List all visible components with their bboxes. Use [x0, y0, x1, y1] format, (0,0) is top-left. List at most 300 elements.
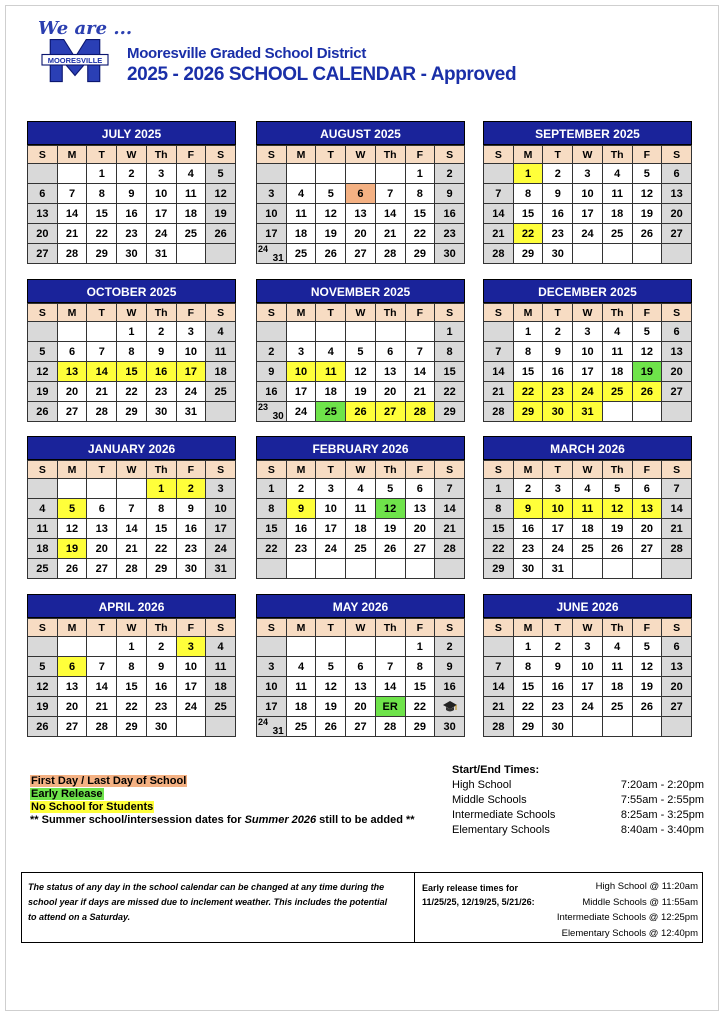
weekday-header: F — [632, 146, 662, 164]
day-cell — [662, 244, 692, 264]
month-calendar — [483, 436, 692, 579]
weekday-header: F — [405, 146, 435, 164]
day-cell: 31 — [573, 402, 603, 422]
day-cell: 21 — [117, 539, 147, 559]
day-cell: 10 — [573, 342, 603, 362]
weekday-header: T — [316, 461, 346, 479]
weekday-header: S — [435, 146, 465, 164]
day-cell: 9 — [435, 184, 465, 204]
day-cell: 15 — [513, 677, 543, 697]
day-cell: 6 — [57, 657, 87, 677]
day-cell: 10 — [257, 677, 287, 697]
day-cell: 20 — [375, 382, 405, 402]
day-cell: 14 — [375, 204, 405, 224]
day-cell: 9 — [543, 184, 573, 204]
weekday-header: F — [176, 146, 206, 164]
day-cell: 22 — [405, 697, 435, 717]
day-cell: 17 — [257, 697, 287, 717]
month-calendar — [483, 121, 692, 264]
day-cell: 25 — [176, 224, 206, 244]
day-cell: 16 — [543, 362, 573, 382]
day-cell: 9 — [146, 342, 176, 362]
day-cell: 9 — [286, 499, 316, 519]
day-cell: 11 — [346, 499, 376, 519]
day-cell: 27 — [375, 402, 405, 422]
weekday-header: F — [405, 619, 435, 637]
day-cell: 20 — [632, 519, 662, 539]
day-cell: 7 — [375, 184, 405, 204]
day-cell: 13 — [662, 184, 692, 204]
day-cell: 30 — [435, 244, 465, 264]
day-cell: 21 — [375, 224, 405, 244]
day-cell — [28, 322, 58, 342]
day-cell: 18 — [602, 204, 632, 224]
day-cell: 10 — [176, 657, 206, 677]
weekday-header: T — [316, 146, 346, 164]
day-cell: 29 — [484, 559, 514, 579]
day-cell — [602, 402, 632, 422]
weekday-header: Th — [375, 146, 405, 164]
day-cell: 1 — [117, 637, 147, 657]
day-cell: 24 — [543, 539, 573, 559]
day-cell: 9 — [117, 184, 147, 204]
day-cell: 17 — [176, 362, 206, 382]
day-cell: 21 — [484, 224, 514, 244]
day-cell: 1 — [484, 479, 514, 499]
day-cell: 22 — [513, 382, 543, 402]
month-calendar — [27, 121, 236, 264]
times-row: Intermediate Schools 8:25am - 3:25pm — [452, 809, 704, 821]
day-cell: 18 — [316, 382, 346, 402]
day-cell: 24 — [176, 382, 206, 402]
day-cell — [346, 559, 376, 579]
weekday-header: Th — [375, 304, 405, 322]
month-title: JANUARY 2026 — [27, 436, 236, 460]
weekday-header: W — [117, 619, 147, 637]
day-cell: 5 — [632, 164, 662, 184]
day-cell: 29 — [117, 717, 147, 737]
day-cell: 24 — [573, 224, 603, 244]
day-cell: 8 — [117, 342, 147, 362]
weekday-header: S — [484, 619, 514, 637]
day-cell — [346, 322, 376, 342]
weekday-header: M — [513, 461, 543, 479]
day-cell: 7 — [87, 342, 117, 362]
day-cell: 8 — [257, 499, 287, 519]
month-calendar — [483, 594, 692, 737]
day-cell: 11 — [176, 184, 206, 204]
notes-box — [21, 872, 703, 943]
weekday-header: Th — [146, 461, 176, 479]
day-cell: 28 — [87, 402, 117, 422]
day-cell: 4 — [346, 479, 376, 499]
day-cell: 22 — [513, 697, 543, 717]
day-cell: 26 — [602, 539, 632, 559]
day-cell: 30 — [117, 244, 147, 264]
day-cell: 11 — [206, 657, 236, 677]
day-cell: 24 — [176, 697, 206, 717]
day-cell: 7 — [484, 184, 514, 204]
day-cell: 14 — [662, 499, 692, 519]
day-cell — [484, 164, 514, 184]
day-cell: 12 — [346, 362, 376, 382]
day-cell: 8 — [117, 657, 147, 677]
divider — [414, 873, 415, 942]
day-cell: 20 — [662, 677, 692, 697]
day-cell — [375, 559, 405, 579]
month-title: MARCH 2026 — [483, 436, 692, 460]
day-cell: 19 — [632, 677, 662, 697]
day-cell: 16 — [146, 677, 176, 697]
day-cell — [632, 402, 662, 422]
day-cell: 22 — [146, 539, 176, 559]
day-cell — [484, 322, 514, 342]
day-cell: 10 — [316, 499, 346, 519]
day-cell: 14 — [435, 499, 465, 519]
day-cell: 6 — [346, 657, 376, 677]
day-cell: 14 — [87, 362, 117, 382]
day-cell: 16 — [176, 519, 206, 539]
day-cell: 22 — [484, 539, 514, 559]
day-cell: 25 — [602, 697, 632, 717]
month-title: NOVEMBER 2025 — [256, 279, 465, 303]
day-cell — [286, 164, 316, 184]
day-cell: 4 — [286, 184, 316, 204]
day-cell — [206, 244, 236, 264]
day-cell: 12 — [632, 342, 662, 362]
day-cell: 29 — [146, 559, 176, 579]
month-calendar — [27, 436, 236, 579]
day-cell — [316, 637, 346, 657]
weekday-header: T — [87, 304, 117, 322]
day-cell: 23 — [435, 224, 465, 244]
day-cell: 18 — [346, 519, 376, 539]
day-cell: 25 — [286, 717, 316, 737]
day-cell: 1 — [117, 322, 147, 342]
day-cell: 18 — [602, 362, 632, 382]
day-cell: 8 — [513, 184, 543, 204]
day-cell: 25 — [346, 539, 376, 559]
weekday-header: T — [543, 304, 573, 322]
weekday-header: Th — [375, 619, 405, 637]
day-cell: 20 — [28, 224, 58, 244]
mooresville-m-logo — [30, 38, 120, 98]
day-cell: 15 — [146, 519, 176, 539]
day-cell: 20 — [405, 519, 435, 539]
day-cell: 5 — [28, 342, 58, 362]
day-cell: 14 — [405, 362, 435, 382]
day-cell: 15 — [117, 362, 147, 382]
day-cell: 24 — [573, 382, 603, 402]
day-cell: 19 — [28, 382, 58, 402]
weekday-header: S — [435, 461, 465, 479]
weekday-header: S — [28, 304, 58, 322]
weekday-header: F — [176, 619, 206, 637]
day-cell: 16 — [543, 204, 573, 224]
day-cell: 25 — [602, 224, 632, 244]
day-cell: 15 — [435, 362, 465, 382]
day-cell: 4 — [286, 657, 316, 677]
day-cell — [435, 559, 465, 579]
day-cell: 27 — [405, 539, 435, 559]
day-cell: 7 — [405, 342, 435, 362]
day-cell: 6 — [662, 637, 692, 657]
summer-note: ** Summer school/intersession dates for Summer 2026 still to be added ** — [30, 814, 415, 826]
weekday-header: W — [117, 304, 147, 322]
day-cell — [602, 244, 632, 264]
day-cell: 15 — [405, 677, 435, 697]
weekday-header: W — [117, 146, 147, 164]
day-cell: 1 — [146, 479, 176, 499]
day-cell: 21 — [405, 382, 435, 402]
day-cell: 23 — [286, 539, 316, 559]
day-cell: 29 — [405, 244, 435, 264]
day-cell: 11 — [286, 204, 316, 224]
day-cell: 8 — [146, 499, 176, 519]
day-cell: 31 — [543, 559, 573, 579]
weekday-header: Th — [375, 461, 405, 479]
weekday-header: M — [286, 619, 316, 637]
day-cell: 6 — [662, 164, 692, 184]
day-cell: 1 — [513, 637, 543, 657]
day-cell: 3 — [257, 657, 287, 677]
day-cell: 28 — [375, 717, 405, 737]
day-cell: 27 — [28, 244, 58, 264]
day-cell: 20 — [87, 539, 117, 559]
day-cell — [405, 559, 435, 579]
weekday-header: W — [346, 304, 376, 322]
day-cell: 22 — [87, 224, 117, 244]
day-cell — [206, 402, 236, 422]
day-cell: 21 — [87, 697, 117, 717]
day-cell: 13 — [662, 657, 692, 677]
day-cell — [57, 164, 87, 184]
day-cell: 12 — [57, 519, 87, 539]
day-cell: 16 — [543, 677, 573, 697]
day-cell: 24 — [286, 402, 316, 422]
month-calendar — [256, 121, 465, 264]
day-cell: 11 — [316, 362, 346, 382]
weather-note: The status of any day in the school calendar can be changed at any time during the school year if days are missed due to inclement weather. This includes the potential to attend on a Saturday. — [28, 882, 388, 922]
day-cell: 5 — [375, 479, 405, 499]
day-cell: 26 — [632, 382, 662, 402]
day-cell — [57, 322, 87, 342]
day-cell: 16 — [513, 519, 543, 539]
day-cell: 13 — [346, 677, 376, 697]
day-cell: 29 — [87, 244, 117, 264]
day-cell: 15 — [484, 519, 514, 539]
day-cell — [573, 717, 603, 737]
day-cell: 29 — [513, 244, 543, 264]
day-cell: 28 — [87, 717, 117, 737]
weekday-header: S — [257, 461, 287, 479]
day-cell — [573, 559, 603, 579]
day-cell — [632, 559, 662, 579]
weekday-header: S — [206, 619, 236, 637]
day-cell: 4 — [602, 637, 632, 657]
day-cell: 10 — [543, 499, 573, 519]
day-cell: 28 — [405, 402, 435, 422]
day-cell: 12 — [28, 362, 58, 382]
weekday-header: F — [176, 461, 206, 479]
day-cell: 3 — [573, 164, 603, 184]
day-cell — [257, 322, 287, 342]
weekday-header: T — [543, 619, 573, 637]
day-cell: 28 — [662, 539, 692, 559]
day-cell: 31 — [146, 244, 176, 264]
weekday-header: M — [513, 146, 543, 164]
day-cell: 9 — [543, 657, 573, 677]
combined-day-cell: 24 31 — [257, 244, 287, 264]
weekday-header: Th — [602, 461, 632, 479]
day-cell: 1 — [513, 322, 543, 342]
day-cell: 2 — [435, 164, 465, 184]
day-cell — [286, 559, 316, 579]
legend-early-release: Early Release — [31, 788, 103, 800]
month-title: MAY 2026 — [256, 594, 465, 618]
day-cell: 12 — [316, 677, 346, 697]
day-cell: 27 — [662, 224, 692, 244]
day-cell: 27 — [662, 382, 692, 402]
day-cell: 7 — [117, 499, 147, 519]
day-cell — [632, 717, 662, 737]
day-cell: 28 — [484, 244, 514, 264]
day-cell: 25 — [206, 697, 236, 717]
day-cell: 7 — [375, 657, 405, 677]
month-calendar — [256, 279, 465, 422]
day-cell: 8 — [405, 657, 435, 677]
day-cell: 30 — [146, 717, 176, 737]
weekday-header: F — [176, 304, 206, 322]
day-cell — [602, 717, 632, 737]
day-cell — [87, 637, 117, 657]
day-cell: 23 — [543, 697, 573, 717]
day-cell: 25 — [286, 244, 316, 264]
weekday-header: Th — [602, 619, 632, 637]
day-cell — [28, 164, 58, 184]
day-cell: 1 — [405, 637, 435, 657]
day-cell: 4 — [206, 637, 236, 657]
day-cell: 7 — [87, 657, 117, 677]
weekday-header: M — [513, 619, 543, 637]
day-cell: 29 — [513, 717, 543, 737]
weekday-header: S — [257, 146, 287, 164]
weekday-header: T — [543, 146, 573, 164]
day-cell: 7 — [662, 479, 692, 499]
day-cell: 6 — [28, 184, 58, 204]
day-cell: 23 — [176, 539, 206, 559]
day-cell: 22 — [257, 539, 287, 559]
day-cell: 28 — [484, 717, 514, 737]
weekday-header: M — [57, 304, 87, 322]
day-cell: 18 — [176, 204, 206, 224]
day-cell: 3 — [286, 342, 316, 362]
day-cell: 13 — [57, 362, 87, 382]
day-cell — [484, 637, 514, 657]
day-cell: 8 — [405, 184, 435, 204]
day-cell: 4 — [28, 499, 58, 519]
day-cell: 18 — [602, 677, 632, 697]
day-cell: 19 — [206, 204, 236, 224]
day-cell: 5 — [28, 657, 58, 677]
day-cell — [316, 559, 346, 579]
month-title: SEPTEMBER 2025 — [483, 121, 692, 145]
day-cell: 4 — [602, 164, 632, 184]
day-cell — [286, 637, 316, 657]
day-cell: 10 — [206, 499, 236, 519]
day-cell: 5 — [602, 479, 632, 499]
day-cell: 2 — [543, 637, 573, 657]
day-cell: 23 — [543, 224, 573, 244]
day-cell: 27 — [662, 697, 692, 717]
weekday-header: T — [87, 461, 117, 479]
day-cell: 10 — [257, 204, 287, 224]
legend — [30, 775, 415, 827]
day-cell: 18 — [286, 224, 316, 244]
day-cell: 9 — [513, 499, 543, 519]
day-cell: 18 — [206, 362, 236, 382]
month-title: JULY 2025 — [27, 121, 236, 145]
times-row: High School 7:20am - 2:20pm — [452, 779, 704, 791]
weekday-header: Th — [602, 146, 632, 164]
day-cell: 14 — [484, 362, 514, 382]
day-cell: 9 — [146, 657, 176, 677]
weekday-header: S — [28, 146, 58, 164]
day-cell: 5 — [632, 637, 662, 657]
day-cell: 5 — [206, 164, 236, 184]
day-cell: 9 — [257, 362, 287, 382]
day-cell — [632, 244, 662, 264]
day-cell: 25 — [316, 402, 346, 422]
weekday-header: W — [573, 146, 603, 164]
day-cell: 18 — [206, 677, 236, 697]
day-cell: 15 — [117, 677, 147, 697]
day-cell: 20 — [57, 697, 87, 717]
day-cell — [176, 717, 206, 737]
weekday-header: M — [286, 146, 316, 164]
day-cell: 26 — [206, 224, 236, 244]
day-cell: 27 — [632, 539, 662, 559]
day-cell: 8 — [435, 342, 465, 362]
day-cell: 13 — [405, 499, 435, 519]
month-title: DECEMBER 2025 — [483, 279, 692, 303]
day-cell: 27 — [346, 717, 376, 737]
day-cell: 28 — [435, 539, 465, 559]
month-title: APRIL 2026 — [27, 594, 236, 618]
day-cell: 19 — [632, 362, 662, 382]
day-cell: 11 — [286, 677, 316, 697]
district-name: Mooresville Graded School District — [127, 45, 367, 62]
day-cell: 13 — [346, 204, 376, 224]
day-cell — [57, 637, 87, 657]
day-cell: 12 — [375, 499, 405, 519]
day-cell: 15 — [513, 362, 543, 382]
day-cell — [316, 164, 346, 184]
day-cell — [346, 637, 376, 657]
day-cell: 5 — [346, 342, 376, 362]
day-cell: 9 — [176, 499, 206, 519]
day-cell — [28, 637, 58, 657]
day-cell: 3 — [146, 164, 176, 184]
day-cell: 10 — [176, 342, 206, 362]
weekday-header: W — [573, 619, 603, 637]
weekday-header: F — [632, 461, 662, 479]
day-cell: 29 — [405, 717, 435, 737]
day-cell: 6 — [87, 499, 117, 519]
day-cell: 19 — [602, 519, 632, 539]
day-cell: 2 — [117, 164, 147, 184]
day-cell: 6 — [662, 322, 692, 342]
